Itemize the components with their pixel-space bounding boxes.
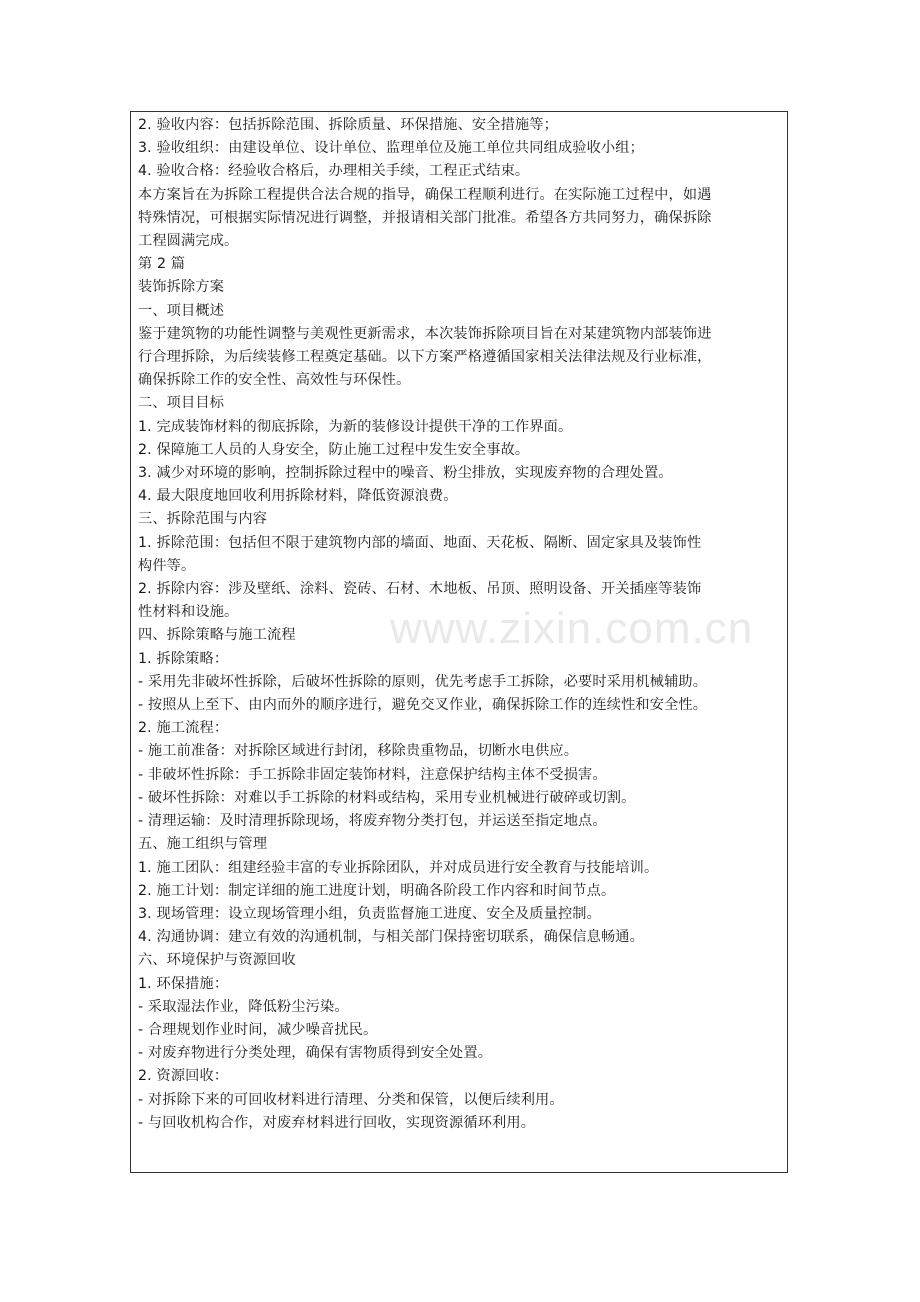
document-line: 确保拆除工作的安全性、高效性与环保性。 [138,372,411,389]
document-table-cell [130,111,788,1173]
document-line: 一、项目概述 [138,302,225,319]
document-line: 2. 施工计划：制定详细的施工进度计划，明确各阶段工作内容和时间节点。 [138,882,616,899]
document-line: 2. 保障施工人员的人身安全，防止施工过程中发生安全事故。 [138,441,530,458]
document-line: - 与回收机构合作，对废弃材料进行回收，实现资源循环利用。 [138,1114,536,1131]
document-line: - 合理规划作业时间，减少噪音扰民。 [138,1021,378,1038]
document-line: 1. 完成装饰材料的彻底拆除，为新的装修设计提供干净的工作界面。 [138,418,573,435]
document-line: 2. 施工流程： [138,720,229,737]
document-line: 二、项目目标 [138,395,225,412]
document-line: 四、拆除策略与施工流程 [138,627,296,644]
document-line: 工程圆满完成。 [138,233,239,250]
watermark: www.zixin.com.cn [390,604,754,653]
document-line: 1. 环保措施： [138,975,229,992]
document-line: 构件等。 [138,557,196,574]
document-line: 特殊情况，可根据实际情况进行调整，并报请相关部门批准。希望各方共同努力，确保拆除 [138,209,712,226]
document-line: - 对拆除下来的可回收材料进行清理、分类和保管，以便后续利用。 [138,1091,564,1108]
document-line: - 采用先非破坏性拆除，后破坏性拆除的原则，优先考虑手工拆除，必要时采用机械辅助。 [138,673,708,690]
document-line: - 施工前准备：对拆除区域进行封闭，移除贵重物品，切断水电供应。 [138,743,579,760]
document-line: 4. 最大限度地回收利用拆除材料，降低资源浪费。 [138,488,458,505]
document-line: - 按照从上至下、由内而外的顺序进行，避免交叉作业，确保拆除工作的连续性和安全性。 [138,697,708,714]
document-line: 3. 现场管理：设立现场管理小组，负责监督施工进度、安全及质量控制。 [138,905,601,922]
document-line: 三、拆除范围与内容 [138,511,268,528]
document-line: 2. 拆除内容：涉及壁纸、涂料、瓷砖、石材、木地板、吊顶、照明设备、开关插座等装饰 [138,581,702,598]
document-line: 第 2 篇 [138,256,186,273]
document-line: 3. 减少对环境的影响，控制拆除过程中的噪音、粉尘排放，实现废弃物的合理处置。 [138,465,673,482]
document-line: 1. 拆除范围：包括但不限于建筑物内部的墙面、地面、天花板、隔断、固定家具及装饰性 [138,534,702,551]
document-line: 五、施工组织与管理 [138,836,268,853]
document-line: 性材料和设施。 [138,604,239,621]
document-line: 装饰拆除方案 [138,279,225,296]
document-line: 4. 验收合格：经验收合格后，办理相关手续，工程正式结束。 [138,163,530,180]
document-line: 六、环境保护与资源回收 [138,952,296,969]
document-line: 2. 资源回收： [138,1068,229,1085]
document-line: 1. 施工团队：组建经验丰富的专业拆除团队，并对成员进行安全教育与技能培训。 [138,859,659,876]
document-line: 行合理拆除，为后续装修工程奠定基础。以下方案严格遵循国家相关法律法规及行业标准， [138,349,712,366]
document-line: 4. 沟通协调：建立有效的沟通机制，与相关部门保持密切联系，确保信息畅通。 [138,929,644,946]
document-line: 2. 验收内容：包括拆除范围、拆除质量、环保措施、安全措施等； [138,117,558,133]
document-line: - 破坏性拆除：对难以手工拆除的材料或结构，采用专业机械进行破碎或切割。 [138,789,636,806]
document-line: 3. 验收组织：由建设单位、设计单位、监理单位及施工单位共同组成验收小组； [138,140,644,157]
document-line: - 对废弃物进行分类处理，确保有害物质得到安全处置。 [138,1045,493,1062]
document-line: - 采取湿法作业，降低粉尘污染。 [138,998,349,1015]
document-line: 鉴于建筑物的功能性调整与美观性更新需求，本次装饰拆除项目旨在对某建筑物内部装饰进 [138,325,712,342]
document-line: 1. 拆除策略： [138,650,229,667]
document-line: - 非破坏性拆除：手工拆除非固定装饰材料，注意保护结构主体不受损害。 [138,766,607,783]
document-line: - 清理运输：及时清理拆除现场，将废弃物分类打包，并运送至指定地点。 [138,813,607,830]
document-line: 本方案旨在为拆除工程提供合法合规的指导，确保工程顺利进行。在实际施工过程中，如遇 [138,186,712,203]
